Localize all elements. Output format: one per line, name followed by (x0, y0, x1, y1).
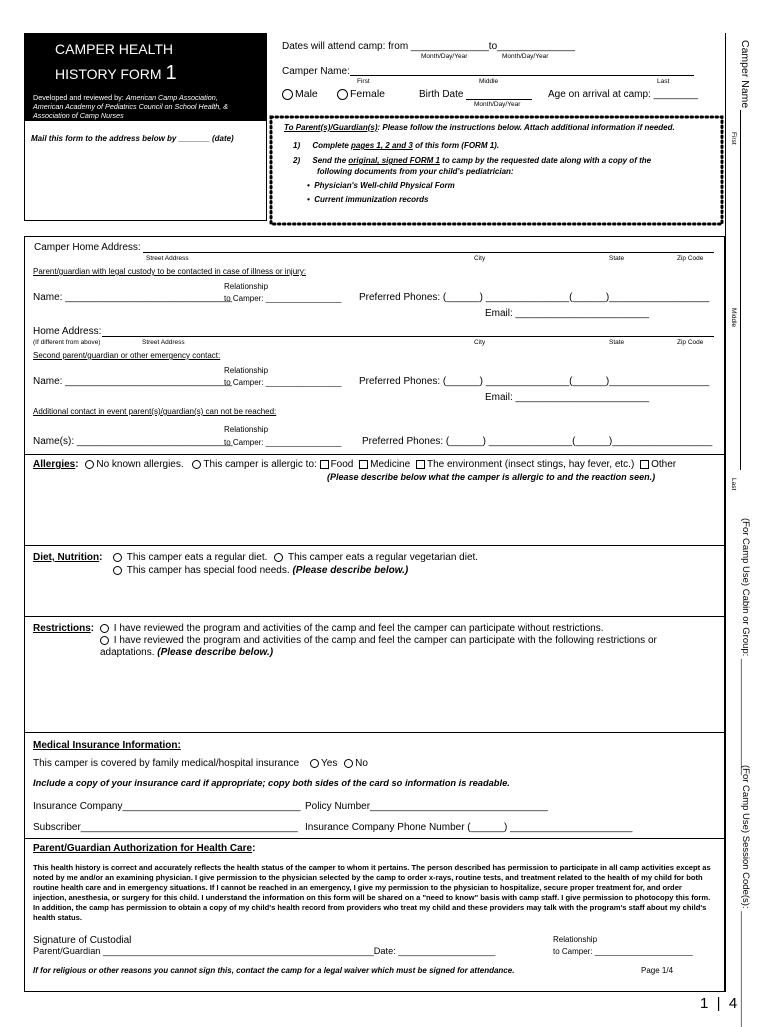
insurance-phone-field[interactable]: Insurance Company Phone Number (______) ______________________ (305, 822, 633, 833)
bullet-immunization-text: Current immunization records (314, 195, 429, 204)
male-radio[interactable] (282, 89, 293, 100)
policy-number-field[interactable]: Policy Number________________________________ (305, 801, 548, 812)
restrictions-none-radio[interactable] (100, 624, 109, 633)
medicine-checkbox[interactable] (359, 460, 368, 469)
diet-vegetarian-label: This camper eats a regular vegetarian diet. (287, 552, 479, 563)
developed-by (33, 93, 228, 120)
authorization-colon: : (252, 843, 256, 854)
sidebar-last-sub: Last (730, 478, 737, 491)
additional-names[interactable]: Name(s): ____________________________ (33, 436, 233, 447)
guardian1-home-field[interactable] (102, 336, 714, 337)
restrictions-label: Restrictions: (33, 623, 95, 634)
guardian2-name[interactable]: Name: ______________________________ (33, 376, 233, 387)
diet-label-text: Diet, Nutrition (33, 552, 100, 563)
mail-instructions: Mail this form to the address below by _______ (date) (31, 134, 234, 143)
restrictions-with-option[interactable] (100, 635, 657, 659)
guardian1-email[interactable]: Email: ________________________ (485, 308, 650, 319)
additional-relationship-label: Relationship (224, 425, 269, 434)
diet-vegetarian-radio[interactable] (274, 553, 283, 562)
guardian1-phones[interactable]: Preferred Phones: (______) _______________(______)__________________ (359, 292, 710, 303)
sidebar-middle-sub: Middle (730, 308, 737, 328)
step-2-text-a: Send the (312, 156, 349, 165)
signature-relationship-label: Relationship (553, 935, 598, 944)
authorization-heading-text: Parent/Guardian Authorization for Health Care (33, 843, 253, 854)
guardian2-heading: Second parent/guardian or other emergency contact: (33, 351, 221, 360)
guardian2-to-camper[interactable]: to Camper: _________________ (224, 378, 342, 387)
is-allergic-label: This camper is allergic to: (203, 459, 317, 470)
sidebar-name-line[interactable] (740, 110, 741, 470)
instructions-heading-underlined: To Parent(s)/Guardian(s) (284, 123, 378, 132)
step-2-text-underlined: original, signed FORM 1 (348, 156, 440, 165)
sidebar-cabin-group[interactable]: (For Camp Use) Cabin or Group: ______________________ (740, 518, 751, 776)
guardian1-if-different: (If different from above) (33, 339, 101, 346)
camper-last-sub: Last (657, 78, 670, 85)
restrictions-label-text: Restrictions (33, 623, 91, 634)
diet-special-label: This camper has special food needs. (126, 565, 290, 576)
bullet-immunization: • Current immunization records (307, 195, 429, 204)
sidebar-divider (725, 33, 726, 992)
food-label: Food (330, 459, 354, 470)
female-label: Female (350, 88, 386, 100)
insurance-yes-radio[interactable] (310, 759, 319, 768)
guardian2-phones[interactable]: Preferred Phones: (______) _______________(______)__________________ (359, 376, 710, 387)
diet-regular-option[interactable] (113, 552, 478, 563)
divider-diet (25, 545, 724, 546)
birth-date-field[interactable] (466, 99, 532, 100)
dates-from-sub: Month/Day/Year (421, 53, 468, 60)
bullet-physical: • Physician's Well-child Physical Form (307, 181, 455, 190)
divider-allergies (25, 454, 724, 455)
diet-regular-radio[interactable] (113, 553, 122, 562)
home-zip-sub: Zip Code (677, 255, 704, 262)
developed-org-3: Association of Camp Nurses (33, 111, 124, 120)
authorization-heading (33, 843, 255, 854)
insurance-heading: Medical Insurance Information: (33, 740, 181, 751)
step-1 (293, 141, 499, 150)
birth-date-sub: Month/Day/Year (474, 101, 521, 108)
step-1-text-underlined: pages 1, 2 and 3 (351, 141, 413, 150)
female-radio[interactable] (337, 89, 348, 100)
environment-label: The environment (insect stings, hay fever, etc.) (426, 459, 635, 470)
developed-org-1: American Camp Association, (125, 93, 218, 102)
sidebar-first-sub: First (730, 132, 737, 145)
restrictions-none-label: I have reviewed the program and activities of the camp and feel the camper can participate without restrictions. (113, 623, 604, 634)
restrictions-with-label: I have reviewed the program and activities of the camp and feel the camper can participate with the following restrictions or (113, 635, 657, 646)
developed-by-label: Developed and reviewed by: (33, 93, 124, 102)
religious-note: If for religious or other reasons you cannot sign this, contact the camp for a legal waiver which must be signed for attendance. (33, 966, 515, 975)
home-city-sub: City (474, 255, 486, 262)
instructions-heading (284, 123, 675, 132)
sidebar-camper-name: Camper Name (739, 40, 751, 109)
guardian2-email[interactable]: Email: ________________________ (485, 392, 650, 403)
guardian1-city-sub: City (474, 339, 486, 346)
insurance-yes-label: Yes (321, 758, 338, 769)
birth-date-label: Birth Date (419, 89, 464, 100)
insurance-no-radio[interactable] (344, 759, 353, 768)
authorization-text: This health history is correct and accurately reflects the health status of the camper to whom it pertains. The person described has permission to participate in all camp activities except as noted by me and/or an examining physician. I give permission to the physician selected by the camp to order x-rays, routine tests, and treatment related to the health of my child for both routine health care and in emergency situations. If I cannot be reached in an emergency, I give my permission to the physician to hospitalize, secure proper treatment for, and order injection, anesthesia, or surgery for this child. I understand the information on this form will be shared on a "need to know" basis with camp staff. I give permission to photocopy this form. In addition, the camp has permission to obtain a copy of my child's health record from providers who treat my child and these providers may talk with the program's staff about my child's health status. (33, 863, 711, 922)
other-label: Other (651, 459, 677, 470)
guardian2-relationship-label: Relationship (224, 366, 269, 375)
page-navigation[interactable]: 1 | 4 (700, 995, 738, 1012)
camper-middle-sub: Middle (479, 78, 499, 85)
dates-to-sub: Month/Day/Year (502, 53, 549, 60)
sidebar-session-code[interactable]: (For Camp Use) Session Code(s): ______________________ (740, 765, 751, 1027)
home-address-label: Camper Home Address: (34, 242, 141, 253)
step-1-text-a: Complete (312, 141, 352, 150)
guardian1-to-camper[interactable]: to Camper: _________________ (224, 294, 342, 303)
camper-name-field[interactable] (350, 75, 694, 76)
restrictions-with-note: (Please describe below.) (157, 647, 274, 658)
subscriber-field[interactable]: Subscriber_______________________________________ (33, 822, 298, 833)
allergies-row: Allergies: No known allergies. This camper is allergic to: Food Medicine The environment (insect stings, hay fever, etc.) Other (33, 459, 677, 470)
no-allergies-radio[interactable] (85, 460, 94, 469)
home-address-field[interactable] (143, 252, 714, 253)
insurance-include-note: Include a copy of your insurance card if appropriate; copy both sides of the card so information is readable. (33, 778, 510, 788)
insurance-no-label: No (355, 758, 368, 769)
restrictions-with-radio[interactable] (100, 636, 109, 645)
additional-heading: Additional contact in event parent(s)/guardian(s) can not be reached: (33, 407, 277, 416)
form-title-text: HISTORY FORM (55, 66, 162, 82)
restrictions-with-label-2: adaptations. (100, 647, 155, 658)
no-allergies-label: No known allergies. (96, 459, 184, 470)
step-2-text-c: following documents from your child's pediatrician: (317, 167, 514, 176)
step-2-text-b: to camp by the requested date along with a copy of the (439, 156, 652, 165)
signature-field[interactable]: Parent/Guardian _____________________________________________________Date: ___________________ (33, 946, 496, 956)
male-label: Male (295, 88, 318, 100)
step-2-number: 2) (293, 156, 301, 165)
diet-special-radio[interactable] (113, 566, 122, 575)
divider-restrictions (25, 616, 724, 617)
other-checkbox[interactable] (640, 460, 649, 469)
guardian1-zip-sub: Zip Code (677, 339, 704, 346)
is-allergic-radio[interactable] (192, 460, 201, 469)
diet-regular-label: This camper eats a regular diet. (126, 552, 268, 563)
insurance-covered-label: This camper is covered by family medical/hospital insurance (33, 758, 300, 769)
diet-special-note: (Please describe below.) (292, 565, 409, 576)
sex-male-option[interactable] (282, 88, 318, 100)
age-arrival-label: Age on arrival at camp: ________ (548, 89, 699, 100)
diet-label: Diet, Nutrition: (33, 552, 103, 563)
insurance-covered-row (33, 758, 368, 769)
form-title-line1: CAMPER HEALTH (55, 41, 173, 57)
guardian1-name[interactable]: Name: ______________________________ (33, 292, 233, 303)
guardian1-street-sub: Street Address (142, 339, 185, 346)
guardian1-home-label: Home Address: (33, 326, 102, 337)
instructions-heading-rest: : Please follow the instructions below. Attach additional information if needed. (377, 123, 675, 132)
home-state-sub: State (609, 255, 625, 262)
divider-authorization (25, 838, 724, 839)
title-bar (25, 34, 266, 121)
form-title-line2 (55, 62, 177, 85)
environment-checkbox[interactable] (416, 460, 425, 469)
developed-org-2: American Academy of Pediatrics Council on School Health, & (33, 102, 229, 111)
dates-label: Dates will attend camp: from ______________to______________ (282, 41, 575, 52)
guardian1-heading: Parent/guardian with legal custody to be contacted in case of illness or injury: (33, 267, 307, 276)
medicine-label: Medicine (370, 459, 411, 470)
divider-insurance (25, 732, 724, 733)
sex-female-option[interactable] (337, 88, 385, 100)
camper-name-label: Camper Name: (282, 66, 350, 77)
form-number: 1 (165, 62, 177, 84)
allergies-label: Allergies (33, 459, 76, 470)
bullet-physical-text: Physician's Well-child Physical Form (314, 181, 455, 190)
step-1-text-b: of this form (FORM 1). (412, 141, 500, 150)
insurance-company-field[interactable]: Insurance Company________________________________ (33, 801, 301, 812)
home-street-sub: Street Address (146, 255, 189, 262)
camper-first-sub: First (357, 78, 370, 85)
additional-phones[interactable]: Preferred Phones: (______) _______________(______)__________________ (362, 436, 713, 447)
food-checkbox[interactable] (320, 460, 329, 469)
signature-to-camper-field[interactable]: to Camper: ______________________ (553, 947, 693, 956)
additional-to-camper[interactable]: to Camper: _________________ (224, 438, 342, 447)
restrictions-none-option[interactable] (100, 623, 603, 634)
step-1-number: 1) (293, 141, 301, 150)
page-indicator: Page 1/4 (641, 966, 674, 975)
guardian1-state-sub: State (609, 339, 625, 346)
step-2 (293, 155, 651, 177)
diet-special-option[interactable] (113, 565, 408, 576)
guardian1-relationship-label: Relationship (224, 282, 269, 291)
signature-label-1: Signature of Custodial (33, 935, 132, 946)
allergies-describe-note: (Please describe below what the camper is allergic to and the reaction seen.) (327, 472, 656, 482)
